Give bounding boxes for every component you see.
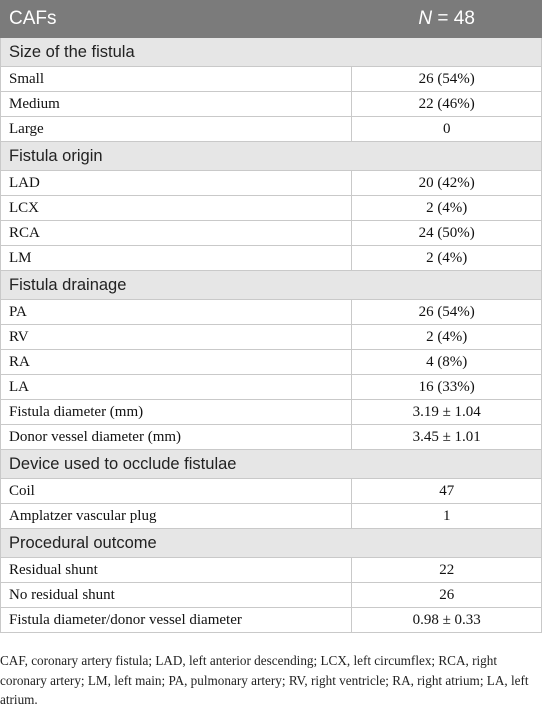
row-value: 4 (8%): [352, 350, 542, 375]
row-label: Fistula diameter/donor vessel diameter: [1, 608, 352, 633]
row-label: RCA: [1, 221, 352, 246]
table-row: [1, 117, 542, 142]
table-row: [1, 583, 542, 608]
table-row: [1, 558, 542, 583]
table-row: [1, 221, 542, 246]
row-label: LAD: [1, 171, 352, 196]
section-title: Device used to occlude fistulae: [1, 450, 542, 479]
section-title: Size of the fistula: [1, 38, 542, 67]
row-label: RA: [1, 350, 352, 375]
row-label: LCX: [1, 196, 352, 221]
row-label: Residual shunt: [1, 558, 352, 583]
header-n-count: [352, 1, 542, 38]
table-row: [1, 375, 542, 400]
row-value: 24 (50%): [352, 221, 542, 246]
row-value: 3.19 ± 1.04: [352, 400, 542, 425]
row-label: Small: [1, 67, 352, 92]
table-header-row: [1, 1, 542, 38]
row-value: 26: [352, 583, 542, 608]
row-value: 2 (4%): [352, 196, 542, 221]
row-label: Fistula diameter (mm): [1, 400, 352, 425]
header-cafs: CAFs: [1, 1, 352, 38]
section-title: Procedural outcome: [1, 529, 542, 558]
row-value: 22: [352, 558, 542, 583]
table-row: [1, 196, 542, 221]
row-label: Medium: [1, 92, 352, 117]
row-label: Large: [1, 117, 352, 142]
table-body: [1, 38, 542, 633]
table-row: [1, 67, 542, 92]
row-label: RV: [1, 325, 352, 350]
row-value: 47: [352, 479, 542, 504]
row-label: Coil: [1, 479, 352, 504]
row-value: 26 (54%): [352, 300, 542, 325]
row-label: Donor vessel diameter (mm): [1, 425, 352, 450]
table-row: [1, 479, 542, 504]
section-title: Fistula origin: [1, 142, 542, 171]
section-header-row: [1, 450, 542, 479]
table-row: [1, 400, 542, 425]
section-header-row: [1, 271, 542, 300]
row-value: 3.45 ± 1.01: [352, 425, 542, 450]
table-row: [1, 171, 542, 196]
row-value: 22 (46%): [352, 92, 542, 117]
row-label: LM: [1, 246, 352, 271]
table-row: [1, 92, 542, 117]
row-label: Amplatzer vascular plug: [1, 504, 352, 529]
row-value: 1: [352, 504, 542, 529]
table-row: [1, 325, 542, 350]
table-row: [1, 504, 542, 529]
table-row: [1, 608, 542, 633]
row-value: 0: [352, 117, 542, 142]
row-label: PA: [1, 300, 352, 325]
row-value: 2 (4%): [352, 246, 542, 271]
section-header-row: [1, 142, 542, 171]
table-footnote: CAF, coronary artery fistula; LAD, left anterior descending; LCX, left circumflex; RCA, right coronary artery; LM, left main; PA, pulmonary artery; RV, right ventricle; RA, right atrium; LA, left atrium.: [0, 653, 529, 707]
section-header-row: [1, 38, 542, 67]
section-title: Fistula drainage: [1, 271, 542, 300]
row-label: LA: [1, 375, 352, 400]
row-value: 16 (33%): [352, 375, 542, 400]
table-row: [1, 300, 542, 325]
table-row: [1, 425, 542, 450]
row-value: 2 (4%): [352, 325, 542, 350]
table-row: [1, 246, 542, 271]
row-label: No residual shunt: [1, 583, 352, 608]
row-value: 20 (42%): [352, 171, 542, 196]
header-n-value: = 48: [432, 8, 475, 29]
table-row: [1, 350, 542, 375]
row-value: 26 (54%): [352, 67, 542, 92]
section-header-row: [1, 529, 542, 558]
row-value: 0.98 ± 0.33: [352, 608, 542, 633]
header-n-symbol: N: [418, 8, 433, 29]
